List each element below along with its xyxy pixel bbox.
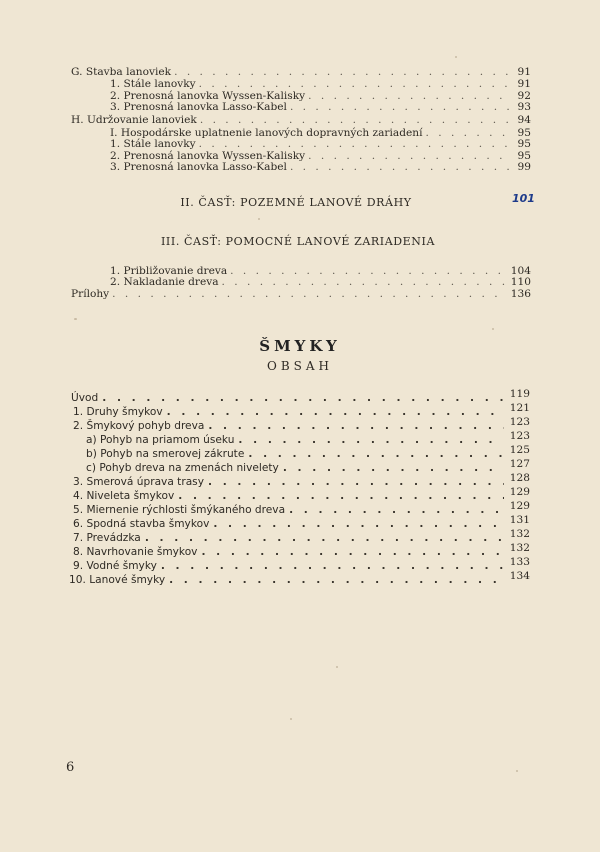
toc-entry-label: a) Pohyb na priamom úseku [86, 434, 235, 446]
toc-entry-label: 2. Nakladanie dreva [110, 276, 219, 288]
handwritten-page-number: 101 [512, 192, 535, 205]
toc-entry [110, 101, 531, 114]
toc-entry-label: 6. Spodná stavba šmykov [73, 518, 210, 530]
toc-entry-label: Prílohy [71, 288, 110, 300]
toc-entry-page: 127 [509, 458, 530, 470]
leader-dots [208, 476, 504, 489]
leader-dots [112, 288, 508, 301]
leader-dots [161, 560, 504, 573]
toc-entry-page: 133 [509, 556, 530, 568]
toc-entry-page: 123 [509, 416, 530, 428]
toc-entry [86, 458, 530, 475]
toc-entry [71, 388, 530, 405]
toc-entry-page: 128 [509, 472, 530, 484]
toc-entry-page: 91 [517, 66, 531, 78]
toc-entry [73, 472, 530, 489]
toc-entry-page: 132 [509, 528, 530, 540]
leader-dots [200, 114, 512, 127]
toc-entry-page: 92 [517, 90, 531, 102]
toc-entry-page: 95 [517, 127, 531, 139]
toc-entry-page: 110 [510, 276, 531, 288]
paper-speck [74, 318, 77, 320]
toc-entry-label: 3. Prenosná lanovka Lasso-Kabel [110, 101, 287, 113]
toc-entry-page: 104 [510, 265, 531, 277]
toc-entry-label: 1. Stále lanovky [110, 138, 196, 150]
paper-speck [258, 218, 260, 220]
paper-speck [492, 328, 494, 330]
toc-entry-label: 1. Stále lanovky [110, 78, 196, 90]
toc-entry-label: c) Pohyb dreva na zmenách nivelety [86, 462, 279, 474]
toc-entry-page: 132 [509, 542, 530, 554]
toc-entry-label: 3. Smerová úprava trasy [73, 476, 204, 488]
paper-speck [455, 56, 457, 58]
toc-entry-page: 95 [517, 138, 531, 150]
leader-dots [290, 161, 512, 174]
toc-entry-label: 1. Približovanie dreva [110, 265, 228, 277]
toc-entry-label: 10. Lanové šmyky [69, 574, 166, 586]
toc-entry-label: 7. Prevádzka [73, 532, 141, 544]
section-subtitle: OBSAH [266, 359, 333, 373]
toc-entry [69, 570, 530, 587]
toc-entry-page: 134 [509, 570, 530, 582]
leader-dots [145, 532, 504, 545]
toc-entry-label: b) Pohyb na smerovej zákrute [86, 448, 245, 460]
toc-entry-label: G. Stavba lanoviek [71, 66, 172, 78]
leader-dots [290, 101, 512, 114]
part-two-heading: II. ČASŤ: POZEMNÉ LANOVÉ DRÁHY [180, 196, 412, 209]
toc-entry [86, 430, 530, 447]
toc-entry-label: 1. Druhy šmykov [73, 406, 163, 418]
toc-entry [73, 556, 530, 573]
toc-entry-label: 8. Navrhovanie šmykov [73, 546, 198, 558]
toc-entry-page: 131 [509, 514, 530, 526]
section-title: ŠMYKY [259, 337, 341, 355]
toc-entry-page: 123 [509, 430, 530, 442]
toc-entry [110, 161, 531, 174]
leader-dots [169, 574, 504, 587]
toc-entry [73, 500, 530, 517]
toc-entry-label: 4. Niveleta šmykov [73, 490, 175, 502]
leader-dots [201, 546, 504, 559]
toc-entry-label: 5. Miernenie rýchlosti šmýkaného dreva [73, 504, 286, 516]
part-three-heading: III. ČASŤ: POMOCNÉ LANOVÉ ZARIADENIA [160, 235, 436, 248]
toc-entry-page: 121 [509, 402, 530, 414]
toc-entry-page: 95 [517, 150, 531, 162]
leader-dots [248, 448, 504, 461]
toc-entry [73, 542, 530, 559]
leader-dots [213, 518, 504, 531]
toc-entry-page: 99 [517, 161, 531, 173]
toc-entry [71, 114, 531, 127]
toc-entry-page: 91 [517, 78, 531, 90]
toc-entry-label: 2. Šmykový pohyb dreva [73, 420, 205, 432]
paper-speck [516, 770, 518, 772]
leader-dots [283, 462, 504, 475]
leader-dots [167, 406, 504, 419]
toc-entry [86, 444, 530, 461]
leader-dots [289, 504, 504, 517]
toc-entry-label: H. Udržovanie lanoviek [71, 114, 197, 126]
leader-dots [178, 490, 504, 503]
toc-entry-label: 3. Prenosná lanovka Lasso-Kabel [110, 161, 287, 173]
page-number: 6 [66, 760, 75, 775]
leader-dots [102, 392, 504, 405]
toc-entry [71, 288, 531, 301]
toc-entry [73, 486, 530, 503]
paper-speck [336, 666, 338, 668]
toc-entry-page: 129 [509, 500, 530, 512]
toc-entry [73, 514, 530, 531]
toc-entry-label: Úvod [71, 392, 99, 404]
leader-dots [208, 420, 504, 433]
toc-entry [73, 402, 530, 419]
toc-entry-page: 94 [517, 114, 531, 126]
toc-entry-label: 2. Prenosná lanovka Wyssen-Kalisky [110, 90, 306, 102]
leader-dots [238, 434, 504, 447]
toc-entry-label: I. Hospodárske uplatnenie lanových dopravných zariadení [110, 127, 423, 139]
toc-entry [73, 416, 530, 433]
toc-entry-page: 125 [509, 444, 530, 456]
toc-entry-page: 119 [509, 388, 530, 400]
toc-entry-label: 9. Vodné šmyky [73, 560, 157, 572]
toc-entry [73, 528, 530, 545]
toc-entry-page: 129 [509, 486, 530, 498]
paper-speck [290, 718, 292, 720]
toc-entry-page: 93 [517, 101, 531, 113]
toc-entry-page: 136 [510, 288, 531, 300]
toc-entry-label: 2. Prenosná lanovka Wyssen-Kalisky [110, 150, 306, 162]
